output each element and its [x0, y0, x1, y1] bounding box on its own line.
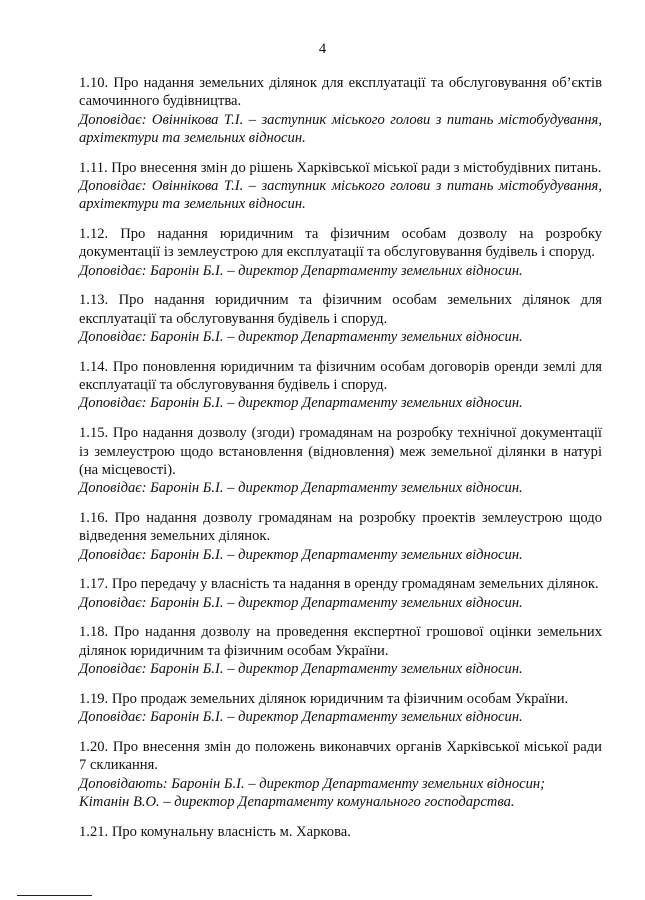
- agenda-item-title: 1.21. Про комунальну власність м. Харкова.: [79, 823, 351, 840]
- agenda-item-title: 1.16. Про надання дозволу громадянам на розробку проектів землеустрою щодо відведення земельних ділянок.: [79, 509, 602, 545]
- agenda-item-speaker: Доповідає: Баронін Б.І. – директор Департаменту земельних відносин.: [79, 546, 523, 563]
- agenda-item-title: 1.17. Про передачу у власність та надання в оренду громадянам земельних ділянок.: [79, 576, 599, 593]
- agenda-item-1-18: [79, 623, 602, 678]
- page-number: 4: [318, 41, 327, 57]
- agenda-item-1-17: [79, 575, 602, 612]
- agenda-item-speaker: Доповідає: Овіннікова Т.І. – заступник міського голови з питань містобудування, архітектури та земельних відносин.: [79, 177, 602, 213]
- agenda-item-speaker: Доповідає: Баронін Б.І. – директор Департаменту земельних відносин.: [79, 395, 523, 412]
- agenda-item-title: 1.18. Про надання дозволу на проведення експертної грошової оцінки земельних ділянок юридичним та фізичним особам України.: [79, 624, 602, 659]
- agenda-item-1-13: [79, 291, 602, 346]
- agenda-item-title: 1.10. Про надання земельних ділянок для експлуатації та обслуговування об’єктів самочинного будівництва.: [79, 75, 602, 110]
- agenda-item-title: 1.14. Про поновлення юридичним та фізичним особам договорів оренди землі для експлуатації та обслуговування будівель і споруд.: [79, 358, 602, 394]
- agenda-item-1-19: [79, 690, 602, 727]
- agenda-item-1-21: [79, 823, 602, 841]
- footnote-divider: [17, 895, 92, 896]
- agenda-item-speaker: Доповідає: Баронін Б.І. – директор Департаменту земельних відносин.: [79, 661, 523, 678]
- agenda-item-1-15: [79, 424, 602, 497]
- agenda-item-speaker: Доповідає: Овіннікова Т.І. – заступник міського голови з питань містобудування, архітектури та земельних відносин.: [79, 111, 602, 146]
- agenda-item-title: 1.19. Про продаж земельних ділянок юридичним та фізичним особам України.: [79, 690, 569, 707]
- agenda-item-1-20: [79, 738, 602, 811]
- agenda-item-1-10: [79, 74, 602, 147]
- agenda-item-title: 1.12. Про надання юридичним та фізичним особам дозволу на розробку документації із землеустрою для експлуатації та обслуговування будівель і споруд.: [79, 226, 602, 261]
- agenda-item-speaker: Доповідає: Баронін Б.І. – директор Департаменту земельних відносин.: [79, 480, 523, 497]
- agenda-item-speaker: Доповідає: Баронін Б.І. – директор Департаменту земельних відносин.: [79, 262, 523, 279]
- agenda-item-title: 1.15. Про надання дозволу (згоди) громадянам на розробку технічної документації із землеустрою щодо встановлення (відновлення) меж земельної ділянки в натурі (на місцевості).: [79, 425, 602, 478]
- agenda-item-speaker: Доповідає: Баронін Б.І. – директор Департаменту земельних відносин.: [79, 709, 523, 726]
- agenda-item-title: 1.11. Про внесення змін до рішень Харківської міської ради з містобудівних питань.: [79, 159, 602, 176]
- agenda-list: [79, 74, 602, 852]
- agenda-item-1-16: [79, 509, 602, 564]
- agenda-item-speaker: Доповідають: Баронін Б.І. – директор Департаменту земельних відносин;: [79, 775, 546, 792]
- agenda-item-title: 1.20. Про внесення змін до положень виконавчих органів Харківської міської ради 7 скликання.: [79, 738, 602, 774]
- agenda-item-speaker: Доповідає: Баронін Б.І. – директор Департаменту земельних відносин.: [79, 329, 523, 346]
- agenda-item-1-12: [79, 225, 602, 280]
- agenda-item-speaker: Доповідає: Баронін Б.І. – директор Департаменту земельних відносин.: [79, 594, 523, 611]
- agenda-item-1-11: [79, 159, 602, 214]
- agenda-item-title: 1.13. Про надання юридичним та фізичним особам земельних ділянок для експлуатації та обслуговування будівель і споруд.: [79, 292, 602, 327]
- agenda-item-speaker-2: Кітанін В.О. – директор Департаменту комунального господарства.: [79, 793, 515, 810]
- agenda-item-1-14: [79, 358, 602, 413]
